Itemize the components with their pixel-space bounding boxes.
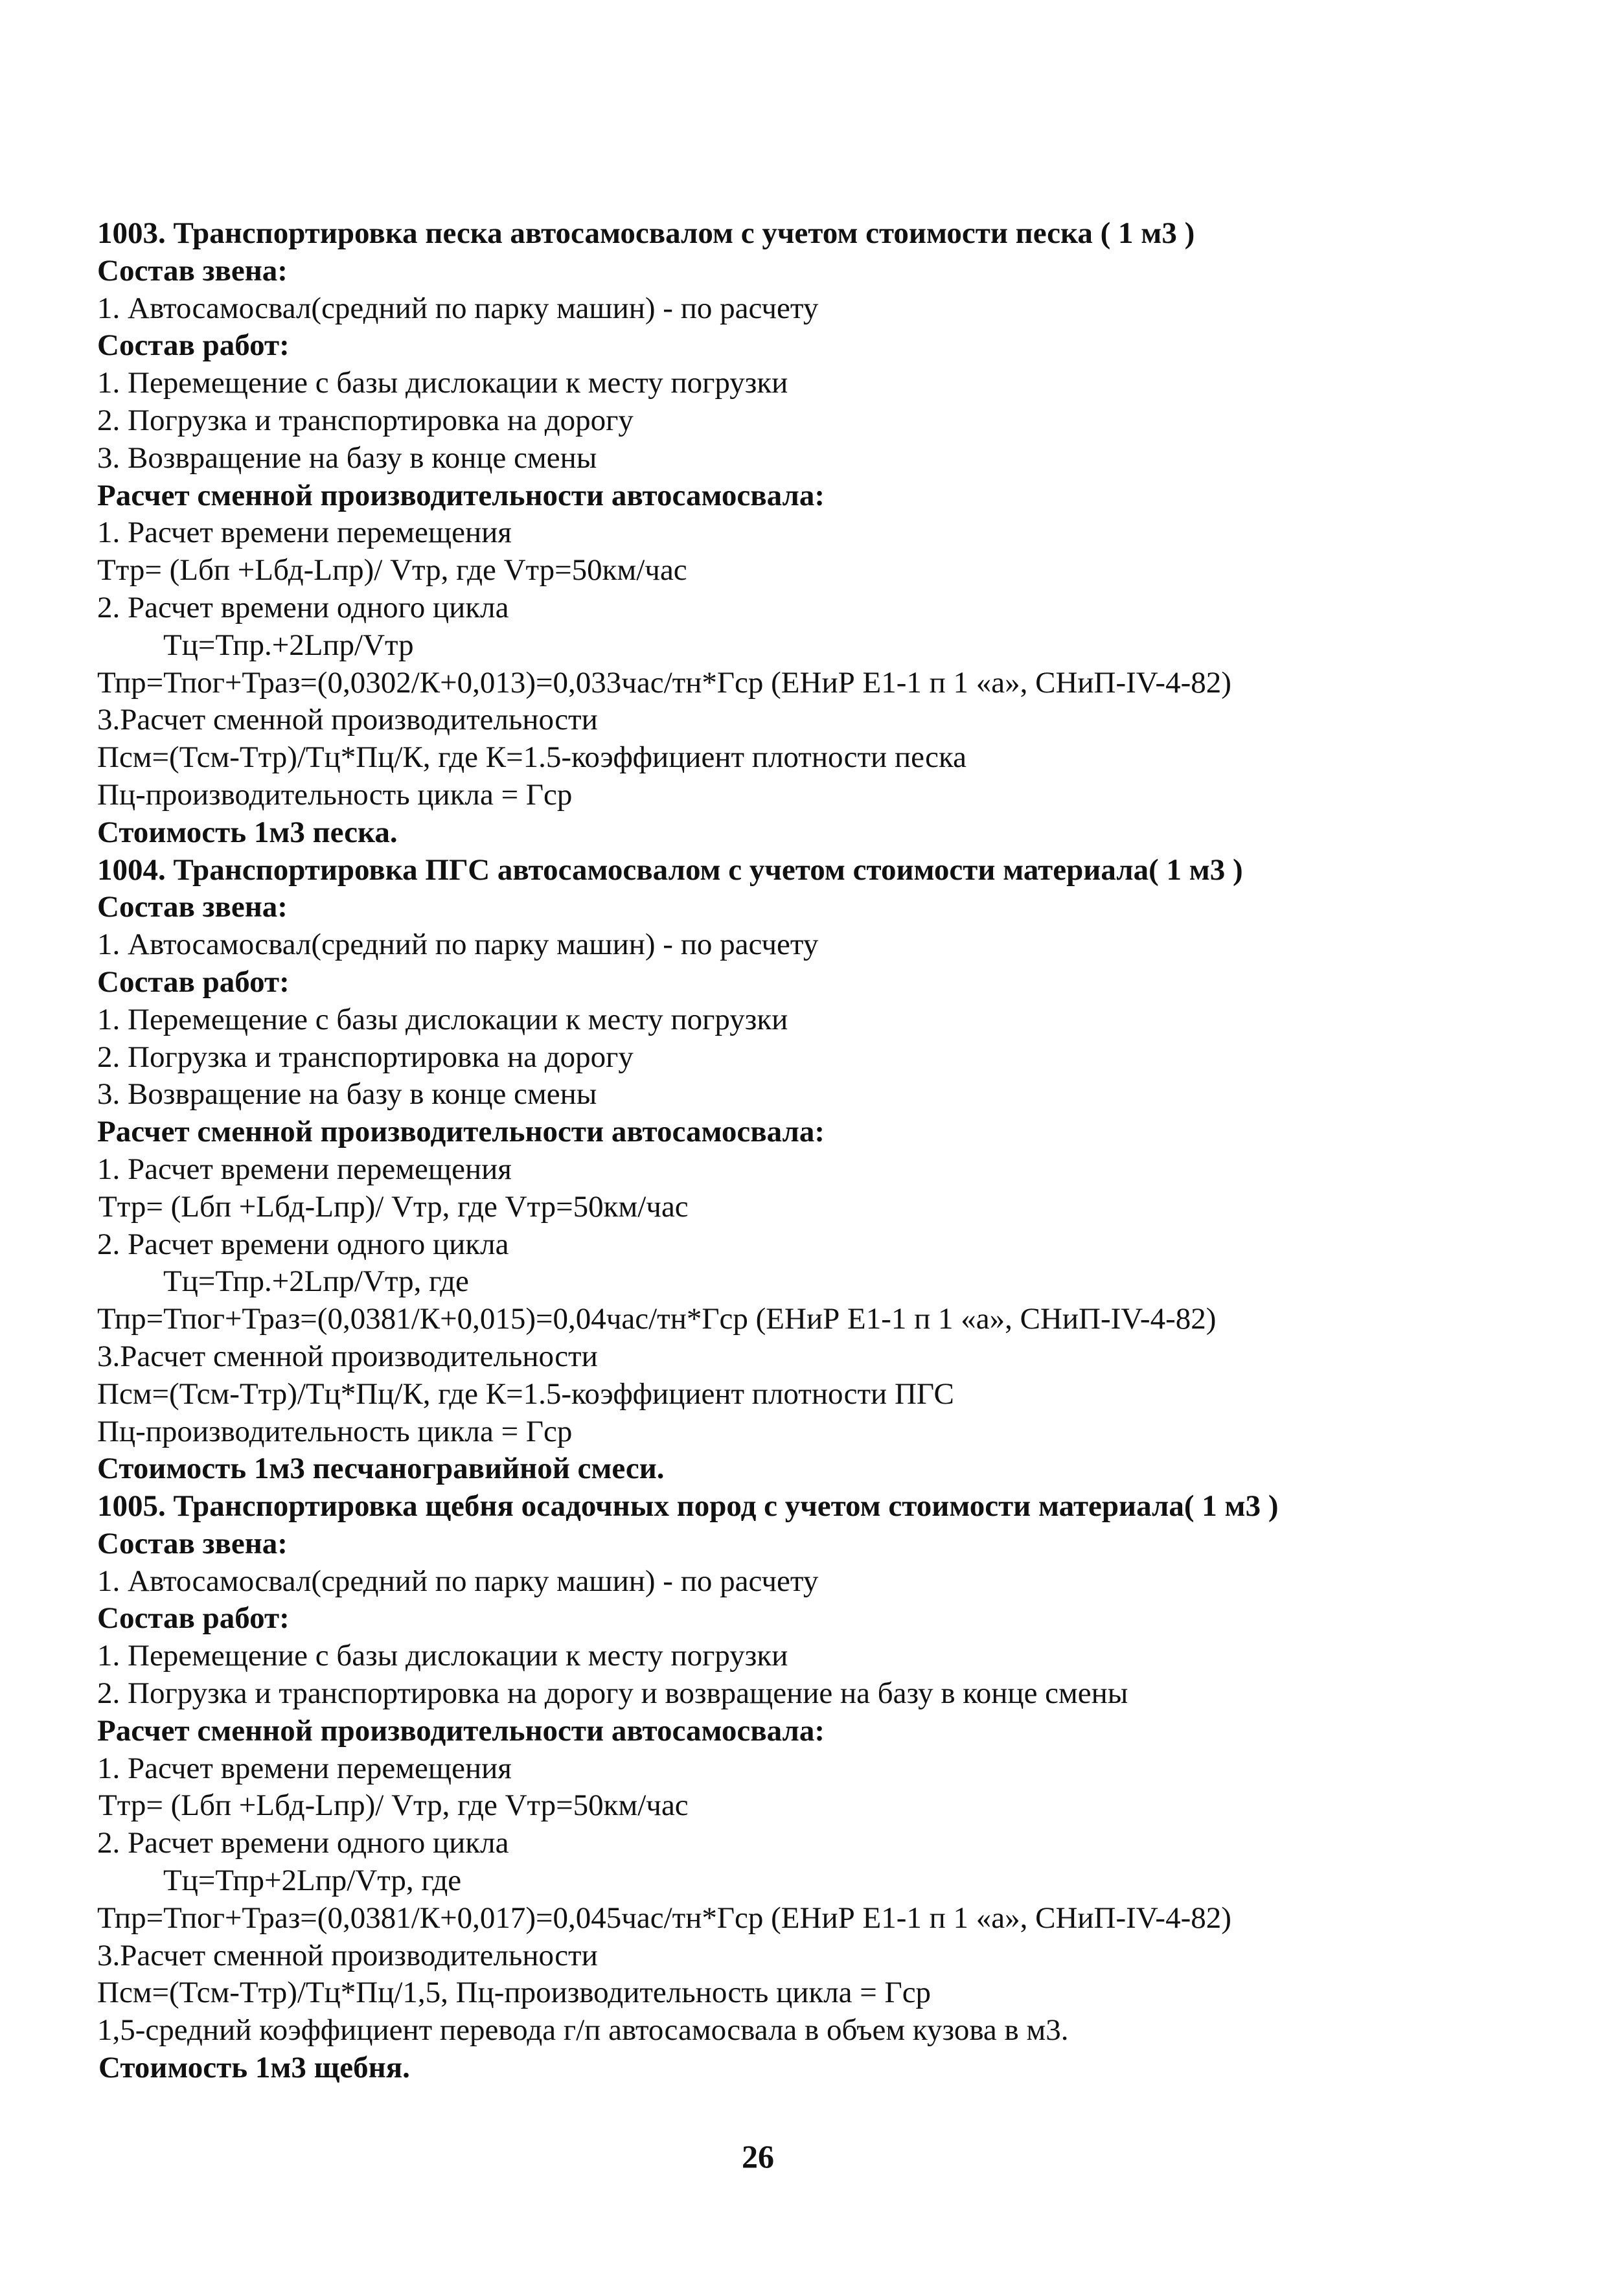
text-line: 1. Перемещение с базы дислокации к месту погрузки: [97, 1002, 788, 1036]
formula-line: Тц=Тпр.+2Lпр/Vтр, где: [163, 1264, 469, 1299]
formula-line: Тц=Тпр.+2Lпр/Vтр: [163, 628, 414, 662]
subheading-work-scope: Состав работ:: [97, 965, 290, 999]
text-line: 1. Перемещение с базы дислокации к месту погрузки: [97, 366, 788, 400]
subheading-crew: Состав звена:: [97, 253, 288, 288]
formula-line: Тц=Тпр+2Lпр/Vтр, где: [163, 1864, 462, 1898]
text-line: 3. Возвращение на базу в конце смены: [97, 1077, 597, 1112]
formula-line: Ттр= (Lбп +Lбд-Lпр)/ Vтр, где Vтр=50км/час: [98, 1189, 689, 1224]
subheading-crew: Состав звена:: [97, 1526, 288, 1560]
page-number: 26: [742, 2138, 774, 2175]
subheading-crew: Состав звена:: [97, 890, 288, 924]
cost-line: Стоимость 1м3 песка.: [97, 815, 398, 849]
text-line: 1. Автосамосвал(средний по парку машин) - по расчету: [97, 1564, 819, 1598]
text-line: 3.Расчет сменной производительности: [97, 1938, 598, 1972]
subheading-calculation: Расчет сменной производительности автосамосвала:: [97, 1115, 825, 1149]
formula-line: Псм=(Тсм-Ттр)/Тц*Пц/1,5, Пц-производительность цикла = Гср: [97, 1976, 932, 2010]
formula-line: Тпр=Тпог+Траз=(0,0381/К+0,017)=0,045час/тн*Гср (ЕНиР Е1-1 п 1 «а», СНиП-IV-4-82): [97, 1901, 1231, 1935]
formula-line: Псм=(Тсм-Ттр)/Тц*Пц/К, где К=1.5-коэффициент плотности ПГС: [97, 1376, 954, 1411]
text-line: 2. Погрузка и транспортировка на дорогу и возвращение на базу в конце смены: [97, 1676, 1128, 1711]
formula-line: Псм=(Тсм-Ттр)/Тц*Пц/К, где К=1.5-коэффициент плотности песка: [97, 740, 966, 775]
text-line: 1. Автосамосвал(средний по парку машин) - по расчету: [97, 291, 819, 325]
subheading-calculation: Расчет сменной производительности автосамосвала:: [97, 1713, 825, 1748]
text-line: 3. Возвращение на базу в конце смены: [97, 440, 597, 475]
formula-line: Тпр=Тпог+Траз=(0,0302/К+0,013)=0,033час/тн*Гср (ЕНиР Е1-1 п 1 «а», СНиП-IV-4-82): [97, 665, 1231, 700]
text-line: 1. Перемещение с базы дислокации к месту погрузки: [97, 1639, 788, 1673]
section-heading-1004: 1004. Транспортировка ПГС автосамосвалом с учетом стоимости материала( 1 м3 ): [97, 852, 1243, 887]
text-line: 1. Расчет времени перемещения: [97, 1751, 512, 1785]
text-line: 1. Расчет времени перемещения: [97, 516, 512, 550]
cost-line: Стоимость 1м3 щебня.: [98, 2051, 410, 2085]
text-line: 1,5-средний коэффициент перевода г/п автосамосвала в объем кузова в м3.: [97, 2013, 1069, 2048]
text-line: 3.Расчет сменной производительности: [97, 1339, 598, 1373]
cost-line: Стоимость 1м3 песчаногравийной смеси.: [97, 1452, 665, 1486]
text-line: 2. Расчет времени одного цикла: [97, 1227, 509, 1261]
subheading-work-scope: Состав работ:: [97, 328, 290, 363]
section-heading-1005: 1005. Транспортировка щебня осадочных пород с учетом стоимости материала( 1 м3 ): [97, 1489, 1279, 1524]
formula-line: Тпр=Тпог+Траз=(0,0381/К+0,015)=0,04час/тн*Гср (ЕНиР Е1-1 п 1 «а», СНиП-IV-4-82): [97, 1302, 1217, 1336]
document-body: [97, 215, 1548, 2087]
section-heading-1003: 1003. Транспортировка песка автосамосвалом с учетом стоимости песка ( 1 м3 ): [97, 216, 1195, 250]
text-line: Пц-производительность цикла = Гср: [97, 1414, 573, 1448]
formula-line: Ттр= (Lбп +Lбд-Lпр)/ Vтр, где Vтр=50км/час: [97, 553, 687, 588]
formula-line: Ттр= (Lбп +Lбд-Lпр)/ Vтр, где Vтр=50км/час: [98, 1788, 689, 1823]
text-line: 1. Автосамосвал(средний по парку машин) - по расчету: [97, 928, 819, 962]
text-line: 2. Погрузка и транспортировка на дорогу: [97, 403, 634, 437]
text-line: 1. Расчет времени перемещения: [97, 1152, 512, 1186]
subheading-calculation: Расчет сменной производительности автосамосвала:: [97, 478, 825, 512]
text-line: 2. Погрузка и транспортировка на дорогу: [97, 1040, 634, 1074]
text-line: 3.Расчет сменной производительности: [97, 703, 598, 737]
text-line: 2. Расчет времени одного цикла: [97, 590, 509, 624]
text-line: Пц-производительность цикла = Гср: [97, 777, 573, 812]
text-line: 2. Расчет времени одного цикла: [97, 1826, 509, 1860]
subheading-work-scope: Состав работ:: [97, 1601, 290, 1636]
